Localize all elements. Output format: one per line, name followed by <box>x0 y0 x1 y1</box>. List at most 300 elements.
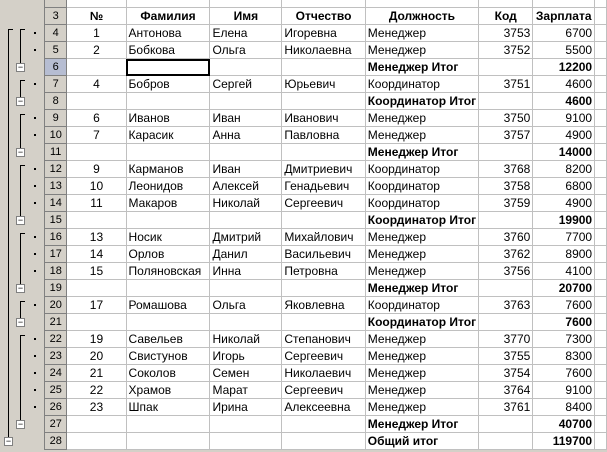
group-bracket-cap <box>20 165 25 166</box>
cell-code[interactable]: 3755 <box>479 348 533 365</box>
selected-cell[interactable] <box>126 59 210 76</box>
cell-first-name[interactable] <box>210 433 282 450</box>
cell-salary[interactable]: 8300 <box>533 348 595 365</box>
cell-last-name[interactable] <box>126 416 210 433</box>
subtotal-label[interactable]: Координатор Итог <box>365 212 478 229</box>
table-row <box>45 178 607 195</box>
row-header[interactable]: 18 <box>45 263 67 280</box>
cell-num[interactable]: 22 <box>67 382 126 399</box>
cell-middle-name[interactable]: Васильевич <box>282 246 365 263</box>
cell-first-name[interactable]: Инна <box>210 263 282 280</box>
header-first-name[interactable]: Имя <box>210 8 282 25</box>
cell-code[interactable] <box>479 314 533 331</box>
outer-bracket-cap <box>8 29 13 30</box>
row-header[interactable]: 16 <box>45 229 67 246</box>
header-last-name[interactable]: Фамилия <box>126 8 210 25</box>
outline-dot <box>34 338 36 340</box>
subtotal-row <box>45 93 607 110</box>
group-bracket-cap <box>20 233 25 234</box>
cell-extra[interactable] <box>595 331 607 348</box>
cell-num[interactable]: 17 <box>67 297 126 314</box>
outline-dot <box>34 32 36 34</box>
outline-dot <box>34 134 36 136</box>
cell-first-name[interactable]: Ирина <box>210 399 282 416</box>
cell-code[interactable]: 3764 <box>479 382 533 399</box>
table-row <box>45 365 607 382</box>
cell-code[interactable]: 3753 <box>479 25 533 42</box>
cell-position[interactable]: Координатор <box>365 76 478 93</box>
subtotal-row <box>45 212 607 229</box>
cell-extra[interactable] <box>595 297 607 314</box>
table-row <box>45 382 607 399</box>
cell-salary[interactable]: 9100 <box>533 382 595 399</box>
cell-num[interactable]: 11 <box>67 195 126 212</box>
cell-extra[interactable] <box>595 246 607 263</box>
cell-first-name[interactable] <box>210 280 282 297</box>
cell-code[interactable]: 3768 <box>479 161 533 178</box>
cell-position[interactable]: Менеджер <box>365 246 478 263</box>
cell-position[interactable]: Координатор <box>365 297 478 314</box>
cell-last-name[interactable]: Карманов <box>126 161 210 178</box>
cell-extra[interactable] <box>595 229 607 246</box>
cell-extra[interactable] <box>595 212 607 229</box>
table-row <box>45 331 607 348</box>
cell-last-name[interactable]: Соколов <box>126 365 210 382</box>
cell-first-name[interactable]: Семен <box>210 365 282 382</box>
collapse-group-button[interactable]: − <box>17 419 24 429</box>
outline-dot <box>34 185 36 187</box>
cell-num[interactable]: 13 <box>67 229 126 246</box>
table-row <box>45 229 607 246</box>
cell-code[interactable] <box>479 144 533 161</box>
cell-extra[interactable] <box>595 382 607 399</box>
cell-last-name[interactable]: Носик <box>126 229 210 246</box>
cell-salary[interactable]: 4900 <box>533 127 595 144</box>
cell-position[interactable]: Координатор <box>365 195 478 212</box>
cell-extra[interactable] <box>595 433 607 450</box>
cell-position[interactable]: Менеджер <box>365 331 478 348</box>
subtotal-row <box>45 144 607 161</box>
cell-salary[interactable]: 7600 <box>533 365 595 382</box>
cell-last-name[interactable]: Иванов <box>126 110 210 127</box>
cell-num[interactable]: 15 <box>67 263 126 280</box>
cell-last-name[interactable]: Леонидов <box>126 178 210 195</box>
group-bracket-cap <box>20 80 25 81</box>
subtotal-label[interactable]: Менеджер Итог <box>365 59 478 76</box>
subtotal-row <box>45 280 607 297</box>
subtotal-label[interactable]: Общий итог <box>365 433 478 450</box>
collapse-outer-button[interactable]: − <box>5 436 12 446</box>
cell-last-name[interactable]: Шпак <box>126 399 210 416</box>
row-header[interactable]: 24 <box>45 365 67 382</box>
row-header[interactable]: 7 <box>45 76 67 93</box>
cell-last-name[interactable] <box>126 144 210 161</box>
row-header[interactable]: 4 <box>45 25 67 42</box>
cell-position[interactable]: Менеджер <box>365 399 478 416</box>
group-bracket-line <box>20 233 21 285</box>
cell-num[interactable]: 14 <box>67 246 126 263</box>
cell-first-name[interactable]: Ольга <box>210 42 282 59</box>
cell-num[interactable]: 7 <box>67 127 126 144</box>
cell-salary[interactable]: 7600 <box>533 297 595 314</box>
cell-middle-name[interactable]: Петровна <box>282 263 365 280</box>
cell-first-name[interactable]: Сергей <box>210 76 282 93</box>
collapse-group-button[interactable]: − <box>17 215 24 225</box>
cell-middle-name[interactable]: Алексеевна <box>282 399 365 416</box>
cell-salary[interactable]: 4900 <box>533 195 595 212</box>
cell-middle-name[interactable]: Юрьевич <box>282 76 365 93</box>
row-header[interactable]: 12 <box>45 161 67 178</box>
subtotal-salary[interactable]: 12200 <box>533 59 595 76</box>
cell-code[interactable] <box>479 212 533 229</box>
cell-middle-name[interactable]: Иванович <box>282 110 365 127</box>
cell-first-name[interactable] <box>210 93 282 110</box>
cell-num[interactable]: 19 <box>67 331 126 348</box>
collapse-group-button[interactable]: − <box>17 62 24 72</box>
group-bracket-line <box>20 80 21 98</box>
outline-gutter <box>0 0 44 452</box>
row-header[interactable]: 25 <box>45 382 67 399</box>
cell-code[interactable]: 3761 <box>479 399 533 416</box>
cell-middle-name[interactable] <box>282 314 365 331</box>
header-row <box>45 8 607 25</box>
cell-salary[interactable]: 5500 <box>533 42 595 59</box>
cell-code[interactable]: 3763 <box>479 297 533 314</box>
cell-last-name[interactable]: Ромашова <box>126 297 210 314</box>
subtotal-label[interactable]: Менеджер Итог <box>365 280 478 297</box>
subtotal-salary[interactable]: 7600 <box>533 314 595 331</box>
cell-salary[interactable]: 6800 <box>533 178 595 195</box>
row-header[interactable]: 17 <box>45 246 67 263</box>
cell-num[interactable] <box>67 93 126 110</box>
cell-first-name[interactable]: Ольга <box>210 297 282 314</box>
row-2-partial <box>45 0 607 8</box>
cell-salary[interactable]: 4100 <box>533 263 595 280</box>
subtotal-row <box>45 433 607 450</box>
subtotal-label[interactable]: Координатор Итог <box>365 93 478 110</box>
cell-extra[interactable] <box>595 195 607 212</box>
outline-dot <box>34 304 36 306</box>
subtotal-salary[interactable]: 20700 <box>533 280 595 297</box>
table-row <box>45 399 607 416</box>
cell-position[interactable]: Менеджер <box>365 263 478 280</box>
cell-num[interactable]: 20 <box>67 348 126 365</box>
cell-salary[interactable]: 8200 <box>533 161 595 178</box>
collapse-group-button[interactable]: − <box>17 96 24 106</box>
cell-code[interactable] <box>479 433 533 450</box>
row-header[interactable]: 10 <box>45 127 67 144</box>
collapse-group-button[interactable]: − <box>17 283 24 293</box>
table-row <box>45 297 607 314</box>
cell-code[interactable] <box>479 280 533 297</box>
outline-dot <box>34 253 36 255</box>
subtotal-salary[interactable]: 4600 <box>533 93 595 110</box>
cell-extra[interactable] <box>595 25 607 42</box>
cell-first-name[interactable] <box>210 59 282 76</box>
cell-middle-name[interactable]: Степанович <box>282 331 365 348</box>
cell-last-name[interactable]: Антонова <box>126 25 210 42</box>
cell-num[interactable]: 6 <box>67 110 126 127</box>
cell-last-name[interactable] <box>126 433 210 450</box>
cell-middle-name[interactable]: Сергеевич <box>282 195 365 212</box>
header-salary[interactable]: Зарплата <box>533 8 595 25</box>
subtotal-row <box>45 416 607 433</box>
row-header[interactable]: 27 <box>45 416 67 433</box>
cell-code[interactable]: 3750 <box>479 110 533 127</box>
group-bracket-line <box>20 165 21 217</box>
table-row <box>45 25 607 42</box>
table-row <box>45 127 607 144</box>
cell-first-name[interactable]: Иван <box>210 161 282 178</box>
cell-last-name[interactable] <box>126 93 210 110</box>
cell-last-name[interactable] <box>126 212 210 229</box>
subtotal-salary[interactable]: 19900 <box>533 212 595 229</box>
group-bracket-cap <box>20 29 25 30</box>
cell-num[interactable]: 21 <box>67 365 126 382</box>
spreadsheet-grid <box>44 0 607 452</box>
cell-position[interactable]: Менеджер <box>365 365 478 382</box>
cell-num[interactable] <box>67 212 126 229</box>
group-bracket-cap <box>20 335 25 336</box>
cell-num[interactable]: 2 <box>67 42 126 59</box>
header-position[interactable]: Должность <box>365 8 478 25</box>
cell-first-name[interactable]: Николай <box>210 195 282 212</box>
row-header[interactable]: 9 <box>45 110 67 127</box>
cell-salary[interactable]: 8400 <box>533 399 595 416</box>
cell-position[interactable]: Менеджер <box>365 229 478 246</box>
cell-code[interactable] <box>479 416 533 433</box>
cell-code[interactable] <box>479 93 533 110</box>
cell-code[interactable]: 3770 <box>479 331 533 348</box>
subtotal-label[interactable]: Менеджер Итог <box>365 144 478 161</box>
row-header[interactable]: 15 <box>45 212 67 229</box>
cell-num[interactable] <box>67 416 126 433</box>
group-bracket-line <box>20 335 21 421</box>
cell-first-name[interactable]: Данил <box>210 246 282 263</box>
cell-extra[interactable] <box>595 263 607 280</box>
cell-last-name[interactable]: Храмов <box>126 382 210 399</box>
group-bracket-line <box>20 301 21 319</box>
cell-position[interactable]: Менеджер <box>365 110 478 127</box>
outline-dot <box>34 372 36 374</box>
group-bracket-cap <box>20 301 25 302</box>
cell-position[interactable]: Менеджер <box>365 25 478 42</box>
table-row <box>45 348 607 365</box>
cell-middle-name[interactable] <box>282 212 365 229</box>
cell-extra[interactable] <box>595 110 607 127</box>
cell-last-name[interactable] <box>126 280 210 297</box>
cell-middle-name[interactable]: Генадьевич <box>282 178 365 195</box>
cell-salary[interactable]: 8900 <box>533 246 595 263</box>
table-row <box>45 161 607 178</box>
cell-middle-name[interactable] <box>282 93 365 110</box>
cell-position[interactable]: Координатор <box>365 178 478 195</box>
cell-first-name[interactable]: Елена <box>210 25 282 42</box>
table-row <box>45 195 607 212</box>
cell-first-name[interactable] <box>210 144 282 161</box>
cell-code[interactable]: 3754 <box>479 365 533 382</box>
cell-extra[interactable] <box>595 399 607 416</box>
cell-code[interactable]: 3759 <box>479 195 533 212</box>
cell-num[interactable] <box>67 280 126 297</box>
cell-middle-name[interactable] <box>282 59 365 76</box>
cell-code[interactable]: 3752 <box>479 42 533 59</box>
cell-position[interactable]: Менеджер <box>365 382 478 399</box>
cell-last-name[interactable]: Карасик <box>126 127 210 144</box>
table-row <box>45 263 607 280</box>
cell-middle-name[interactable]: Николаевич <box>282 365 365 382</box>
group-bracket-line <box>20 29 21 64</box>
cell-last-name[interactable] <box>126 314 210 331</box>
cell-code[interactable] <box>479 59 533 76</box>
row-header[interactable]: 22 <box>45 331 67 348</box>
collapse-group-button[interactable]: − <box>17 147 24 157</box>
cell-extra[interactable] <box>595 59 607 76</box>
table-row <box>45 246 607 263</box>
cell-code[interactable]: 3762 <box>479 246 533 263</box>
cell-first-name[interactable]: Иван <box>210 110 282 127</box>
row-header[interactable]: 11 <box>45 144 67 161</box>
cell-middle-name[interactable]: Николаевна <box>282 42 365 59</box>
cell-extra[interactable] <box>595 416 607 433</box>
outline-dot <box>34 202 36 204</box>
cell-middle-name[interactable] <box>282 416 365 433</box>
row-header[interactable]: 21 <box>45 314 67 331</box>
subtotal-salary[interactable]: 14000 <box>533 144 595 161</box>
cell-extra[interactable] <box>595 76 607 93</box>
cell-salary[interactable]: 6700 <box>533 25 595 42</box>
cell-code[interactable]: 3757 <box>479 127 533 144</box>
row-header[interactable]: 6 <box>45 59 67 76</box>
cell-middle-name[interactable]: Дмитриевич <box>282 161 365 178</box>
cell-first-name[interactable] <box>210 416 282 433</box>
subtotal-salary[interactable]: 119700 <box>533 433 595 450</box>
outline-dot <box>34 168 36 170</box>
cell-num[interactable]: 10 <box>67 178 126 195</box>
cell-extra[interactable] <box>595 178 607 195</box>
cell-extra[interactable] <box>595 42 607 59</box>
cell-first-name[interactable]: Марат <box>210 382 282 399</box>
cell-middle-name[interactable]: Яковлевна <box>282 297 365 314</box>
cell-code[interactable]: 3751 <box>479 76 533 93</box>
cell-extra[interactable] <box>595 348 607 365</box>
outline-dot <box>34 83 36 85</box>
cell-middle-name[interactable] <box>282 280 365 297</box>
cell-code[interactable]: 3756 <box>479 263 533 280</box>
cell-num[interactable] <box>67 433 126 450</box>
cell-num[interactable]: 1 <box>67 25 126 42</box>
row-header[interactable]: 8 <box>45 93 67 110</box>
cell-last-name[interactable]: Поляновская <box>126 263 210 280</box>
cell-code[interactable]: 3760 <box>479 229 533 246</box>
cell-extra[interactable] <box>595 144 607 161</box>
cell-num[interactable] <box>67 59 126 76</box>
cell-extra[interactable] <box>595 280 607 297</box>
row-header[interactable]: 3 <box>45 8 67 25</box>
cell-last-name[interactable]: Бобров <box>126 76 210 93</box>
cell-last-name[interactable]: Савельев <box>126 331 210 348</box>
cell-position[interactable]: Координатор <box>365 161 478 178</box>
cell-last-name[interactable]: Свистунов <box>126 348 210 365</box>
table-row <box>45 110 607 127</box>
cell-middle-name[interactable] <box>282 144 365 161</box>
row-header[interactable]: 5 <box>45 42 67 59</box>
cell-middle-name[interactable]: Игоревна <box>282 25 365 42</box>
cell-extra[interactable] <box>595 365 607 382</box>
cell-num[interactable]: 23 <box>67 399 126 416</box>
subtotal-row <box>45 314 607 331</box>
cell-num[interactable] <box>67 314 126 331</box>
cell-num[interactable]: 9 <box>67 161 126 178</box>
cell-first-name[interactable]: Игорь <box>210 348 282 365</box>
cell-middle-name[interactable] <box>282 433 365 450</box>
subtotal-label[interactable]: Координатор Итог <box>365 314 478 331</box>
cell-code[interactable]: 3758 <box>479 178 533 195</box>
data-table <box>44 0 607 450</box>
row-header[interactable]: 26 <box>45 399 67 416</box>
outline-dot <box>34 389 36 391</box>
cell-salary[interactable]: 4600 <box>533 76 595 93</box>
cell-first-name[interactable] <box>210 314 282 331</box>
row-header[interactable]: 28 <box>45 433 67 450</box>
cell-first-name[interactable]: Алексей <box>210 178 282 195</box>
cell-first-name[interactable] <box>210 212 282 229</box>
cell-extra[interactable] <box>595 127 607 144</box>
cell-first-name[interactable]: Николай <box>210 331 282 348</box>
subtotal-label[interactable]: Менеджер Итог <box>365 416 478 433</box>
row-header[interactable]: 19 <box>45 280 67 297</box>
row-header[interactable]: 14 <box>45 195 67 212</box>
outline-dot <box>34 49 36 51</box>
cell-first-name[interactable]: Анна <box>210 127 282 144</box>
cell-middle-name[interactable]: Сергеевич <box>282 382 365 399</box>
row-header[interactable]: 23 <box>45 348 67 365</box>
cell-middle-name[interactable]: Сергеевич <box>282 348 365 365</box>
cell-extra[interactable] <box>595 161 607 178</box>
cell-extra[interactable] <box>595 93 607 110</box>
header-num[interactable]: № <box>67 8 126 25</box>
row-header[interactable] <box>45 0 67 8</box>
cell-salary[interactable]: 7300 <box>533 331 595 348</box>
table-row <box>45 42 607 59</box>
outer-bracket-line <box>8 29 9 438</box>
cell-num[interactable] <box>67 144 126 161</box>
row-header[interactable]: 20 <box>45 297 67 314</box>
outline-dot <box>34 117 36 119</box>
cell-middle-name[interactable]: Михайлович <box>282 229 365 246</box>
row-header[interactable]: 13 <box>45 178 67 195</box>
cell-last-name[interactable]: Бобкова <box>126 42 210 59</box>
subtotal-salary[interactable]: 40700 <box>533 416 595 433</box>
outline-dot <box>34 236 36 238</box>
header-code[interactable]: Код <box>479 8 533 25</box>
cell-position[interactable]: Менеджер <box>365 348 478 365</box>
cell-extra[interactable] <box>595 314 607 331</box>
collapse-group-button[interactable]: − <box>17 317 24 327</box>
cell-first-name[interactable]: Дмитрий <box>210 229 282 246</box>
cell-last-name[interactable]: Орлов <box>126 246 210 263</box>
outline-dot <box>34 406 36 408</box>
cell-position[interactable]: Менеджер <box>365 42 478 59</box>
cell-salary[interactable]: 9100 <box>533 110 595 127</box>
group-bracket-cap <box>20 114 25 115</box>
cell-salary[interactable]: 7700 <box>533 229 595 246</box>
header-middle-name[interactable]: Отчество <box>282 8 365 25</box>
cell-position[interactable]: Менеджер <box>365 127 478 144</box>
cell-num[interactable]: 4 <box>67 76 126 93</box>
cell-last-name[interactable]: Макаров <box>126 195 210 212</box>
cell-middle-name[interactable]: Павловна <box>282 127 365 144</box>
